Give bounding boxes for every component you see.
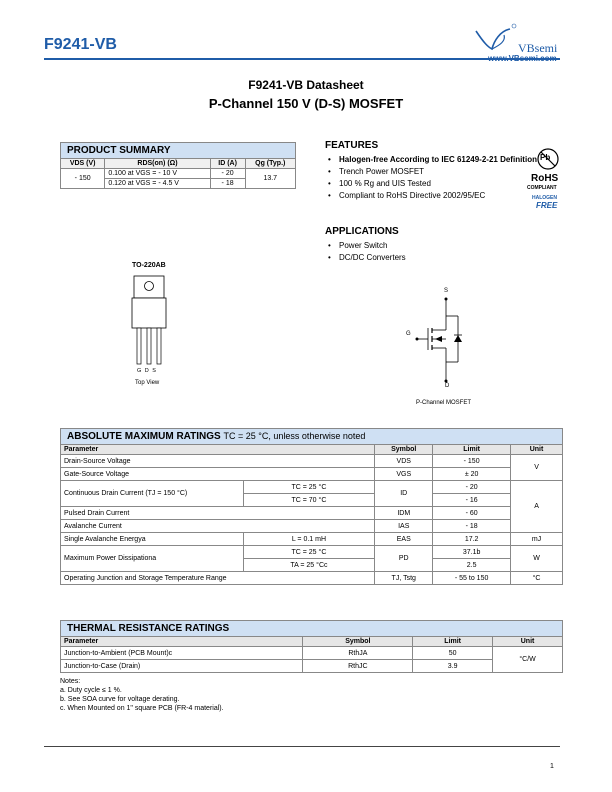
limit-cell: 3.9 bbox=[413, 660, 493, 673]
symbol-cell: IDM bbox=[375, 507, 433, 520]
application-item: • Power Switch bbox=[325, 241, 545, 251]
symbol-cell: ID bbox=[375, 481, 433, 507]
schematic-gate-label: G bbox=[406, 331, 411, 337]
limit-cell: 2.5 bbox=[433, 559, 511, 572]
product-summary-heading: PRODUCT SUMMARY bbox=[60, 142, 296, 158]
table-row bbox=[61, 647, 563, 660]
limit-cell: - 150 bbox=[433, 455, 511, 468]
feature-item: • Compliant to RoHS Directive 2002/95/EC bbox=[325, 191, 545, 201]
page-number: 1 bbox=[550, 763, 554, 770]
schematic-caption: P-Channel MOSFET bbox=[416, 400, 472, 406]
limit-cell: - 20 bbox=[433, 481, 511, 494]
ps-qg: 13.7 bbox=[245, 169, 296, 189]
product-summary-box bbox=[60, 142, 296, 189]
limit-cell: - 60 bbox=[433, 507, 511, 520]
param-cell: Single Avalanche Energya bbox=[61, 533, 244, 546]
param-cell: Continuous Drain Current (TJ = 150 °C) bbox=[61, 481, 244, 507]
application-item: • DC/DC Converters bbox=[325, 253, 545, 263]
param-cell: Pulsed Drain Current bbox=[61, 507, 375, 520]
symbol-cell: RthJA bbox=[303, 647, 413, 660]
note-c: c. When Mounted on 1" square PCB (FR-4 material). bbox=[60, 705, 224, 712]
table-row bbox=[61, 572, 563, 585]
applications-section bbox=[325, 226, 545, 265]
thermal-ratings-box bbox=[60, 620, 563, 673]
package-drawing bbox=[122, 262, 182, 392]
thermal-header-limit: Limit bbox=[413, 637, 493, 647]
symbol-cell: VGS bbox=[375, 468, 433, 481]
ps-vds: - 150 bbox=[61, 169, 105, 189]
feature-item: • Trench Power MOSFET bbox=[325, 167, 545, 177]
logo-mark-icon bbox=[470, 23, 520, 53]
notes-section bbox=[60, 677, 224, 713]
package-pins: G D S bbox=[137, 368, 157, 374]
ps-header-id: ID (A) bbox=[210, 159, 245, 169]
thermal-header-symbol: Symbol bbox=[303, 637, 413, 647]
param-cell: Operating Junction and Storage Temperature Range bbox=[61, 572, 375, 585]
ps-header-vds: VDS (V) bbox=[61, 159, 105, 169]
param-cell: Junction-to-Case (Drain) bbox=[61, 660, 303, 673]
to220-package-icon bbox=[122, 272, 182, 382]
ps-header-qg: Qg (Typ.) bbox=[245, 159, 296, 169]
abs-header-unit: Unit bbox=[511, 445, 563, 455]
limit-cell: ± 20 bbox=[433, 468, 511, 481]
symbol-cell: PD bbox=[375, 546, 433, 572]
ps-header-rds: RDS(on) (Ω) bbox=[105, 159, 210, 169]
applications-list bbox=[325, 241, 545, 263]
abs-max-heading: ABSOLUTE MAXIMUM RATINGS bbox=[67, 431, 221, 442]
table-row bbox=[61, 533, 563, 546]
limit-cell: - 18 bbox=[433, 520, 511, 533]
symbol-cell: EAS bbox=[375, 533, 433, 546]
compliant-label: COMPLIANT bbox=[527, 185, 557, 191]
param-cell: Gate-Source Voltage bbox=[61, 468, 375, 481]
feature-item: • 100 % Rg and UIS Tested bbox=[325, 179, 545, 189]
halogen-label: HALOGEN bbox=[532, 195, 557, 201]
condition-cell: TC = 70 °C bbox=[243, 494, 375, 507]
abs-header-symbol: Symbol bbox=[375, 445, 433, 455]
table-row bbox=[61, 468, 563, 481]
symbol-cell: VDS bbox=[375, 455, 433, 468]
table-row bbox=[61, 546, 563, 559]
table-row bbox=[61, 520, 563, 533]
abs-max-table bbox=[60, 444, 563, 585]
limit-cell: - 16 bbox=[433, 494, 511, 507]
limit-cell: 37.1b bbox=[433, 546, 511, 559]
abs-max-condition: TC = 25 °C, unless otherwise noted bbox=[223, 431, 366, 441]
unit-cell: W bbox=[511, 546, 563, 572]
feature-item: • Halogen-free According to IEC 61249-2-21 Definition bbox=[325, 155, 539, 165]
abs-max-heading-bar bbox=[60, 428, 563, 444]
features-list bbox=[325, 155, 545, 201]
table-row bbox=[61, 507, 563, 520]
symbol-cell: TJ, Tstg bbox=[375, 572, 433, 585]
document-subtitle: P-Channel 150 V (D-S) MOSFET bbox=[208, 96, 404, 111]
ps-rds-1: 0.100 at VGS = - 10 V bbox=[105, 169, 210, 179]
condition-cell: TA = 25 °Cc bbox=[243, 559, 375, 572]
condition-cell: L = 0.1 mH bbox=[243, 533, 375, 546]
package-view: Top View bbox=[135, 380, 160, 386]
logo-text: VBsemi bbox=[518, 41, 558, 55]
unit-cell: mJ bbox=[511, 533, 563, 546]
thermal-header-unit: Unit bbox=[493, 637, 563, 647]
note-a: a. Duty cycle ≤ 1 %. bbox=[60, 687, 122, 694]
table-row bbox=[61, 481, 563, 494]
limit-cell: 17.2 bbox=[433, 533, 511, 546]
unit-cell: A bbox=[511, 481, 563, 533]
param-cell: Maximum Power Dissipationa bbox=[61, 546, 244, 572]
package-name: TO-220AB bbox=[132, 262, 166, 269]
schematic-source-label: S bbox=[444, 288, 449, 294]
schematic-drain-label: D bbox=[445, 383, 450, 389]
footer-divider bbox=[44, 746, 560, 747]
condition-cell: TC = 25 °C bbox=[243, 481, 375, 494]
ps-id-2: - 18 bbox=[210, 179, 245, 189]
limit-cell: 50 bbox=[413, 647, 493, 660]
abs-header-parameter: Parameter bbox=[61, 445, 375, 455]
thermal-header-parameter: Parameter bbox=[61, 637, 303, 647]
symbol-cell: RthJC bbox=[303, 660, 413, 673]
notes-heading: Notes: bbox=[60, 678, 81, 685]
ps-id-1: - 20 bbox=[210, 169, 245, 179]
ps-rds-2: 0.120 at VGS = - 4.5 V bbox=[105, 179, 210, 189]
document-title: F9241-VB Datasheet bbox=[248, 78, 364, 92]
unit-cell: V bbox=[511, 455, 563, 481]
table-row bbox=[61, 660, 563, 673]
note-b: b. See SOA curve for voltage derating. bbox=[60, 696, 180, 703]
features-heading: FEATURES bbox=[325, 140, 379, 151]
part-number-title: F9241-VB bbox=[44, 36, 117, 53]
header-divider bbox=[44, 58, 560, 60]
param-cell: Junction-to-Ambient (PCB Mount)c bbox=[61, 647, 303, 660]
applications-heading: APPLICATIONS bbox=[325, 226, 399, 237]
free-label: FREE bbox=[536, 201, 558, 210]
limit-cell: - 55 to 150 bbox=[433, 572, 511, 585]
pb-label: Pb bbox=[540, 153, 551, 162]
unit-cell: °C/W bbox=[493, 647, 563, 673]
rohs-label: RoHS bbox=[531, 173, 559, 184]
table-row bbox=[61, 455, 563, 468]
condition-cell: TC = 25 °C bbox=[243, 546, 375, 559]
param-cell: Avalanche Current bbox=[61, 520, 375, 533]
thermal-table bbox=[60, 636, 563, 673]
product-summary-table bbox=[60, 158, 296, 189]
p-channel-mosfet-icon bbox=[390, 286, 500, 386]
absolute-max-ratings-box bbox=[60, 428, 563, 585]
unit-cell: °C bbox=[511, 572, 563, 585]
thermal-heading: THERMAL RESISTANCE RATINGS bbox=[60, 620, 563, 636]
symbol-cell: IAS bbox=[375, 520, 433, 533]
mosfet-schematic bbox=[390, 286, 500, 412]
features-section bbox=[325, 140, 545, 203]
param-cell: Drain-Source Voltage bbox=[61, 455, 375, 468]
abs-header-limit: Limit bbox=[433, 445, 511, 455]
